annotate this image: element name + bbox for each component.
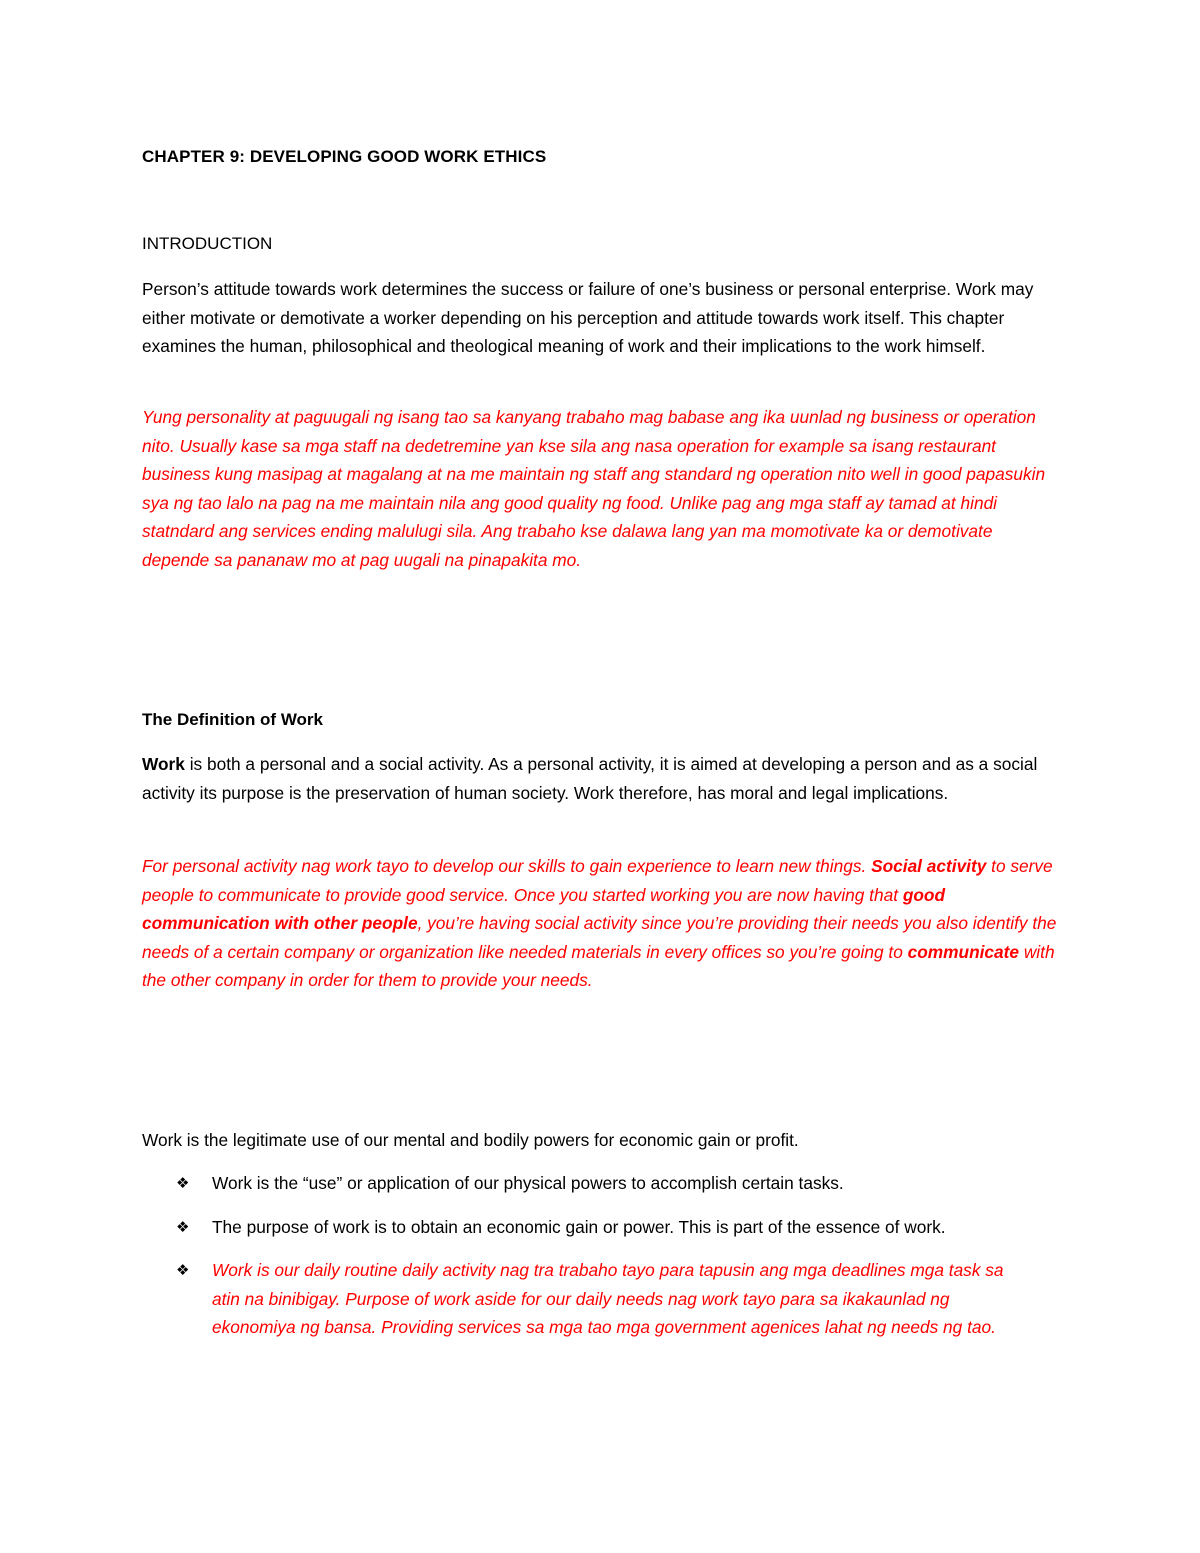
list-item-text: Work is the “use” or application of our physical powers to accomplish certain tasks. bbox=[212, 1173, 844, 1193]
definition-annotation bbox=[142, 852, 1062, 995]
list-item bbox=[142, 1256, 1062, 1342]
annotation-text: with the other company in order for them to provide your needs. bbox=[142, 941, 1055, 991]
annotation-emphasis: good communication with other people bbox=[142, 884, 946, 934]
definition-paragraph-text: is both a personal and a social activity. As a personal activity, it is aimed at developing a person and as a social activity its purpose is the preservation of human society. Work therefore, has moral and legal implications. bbox=[142, 754, 1038, 803]
definition-heading: The Definition of Work bbox=[142, 710, 324, 729]
definition-lead-word: Work bbox=[142, 754, 185, 774]
annotation-text: For personal activity nag work tayo to develop our skills to gain experience to learn new things. bbox=[142, 856, 872, 876]
introduction-annotation: Yung personality at paguugali ng isang tao sa kanyang trabaho mag babase ang ika uunlad ng business or operation nito. Usually kase sa mga staff na dedetremine yan kse sila ang nasa operation for example sa isang restaurant business kung masipag at magalang at na me maintain ng staff ang standard ng operation nito well in good papasukin sya ng tao lalo na pag na me maintain nila ang good quality ng food. Unlike pag ang mga staff ay tamad at hindi statndard ang services ending malulugi sila. Ang trabaho kse dalawa lang yan ma momotivate ka or demotivate depende sa pananaw mo at pag uugali na pinapakita mo. bbox=[142, 407, 1046, 570]
annotation-emphasis: Social activity bbox=[871, 856, 987, 876]
list-item-annotation: Work is our daily routine daily activity nag tra trabaho tayo para tapusin ang mga deadlines mga task sa atin na binibigay. Purpose of work aside for our daily needs nag work tayo para sa ikakaunlad ng ekonomiya ng bansa. Providing services sa mga tao mga government agenices lahat ng needs ng tao. bbox=[212, 1260, 1004, 1338]
annotation-text: to serve people to communicate to provide good service. Once you started working you are now having that bbox=[142, 856, 1053, 905]
chapter-title: CHAPTER 9: DEVELOPING GOOD WORK ETHICS bbox=[142, 147, 547, 166]
introduction-paragraph: Person’s attitude towards work determines the success or failure of one’s business or personal enterprise. Work may either motivate or demotivate a worker depending on his perception and attitude towards work itself. This chapter examines the human, philosophical and theological meaning of work and their implications to the work himself. bbox=[142, 279, 1034, 357]
definition-paragraph bbox=[142, 750, 1062, 807]
bullet-list bbox=[142, 1169, 1062, 1357]
diamond-bullet-icon: ❖ bbox=[176, 1217, 190, 1236]
annotation-text: , you’re having social activity since you’re providing their needs you also identify the needs of a certain company or organization like needed materials in every offices so you’re going to bbox=[142, 913, 1057, 962]
list-item bbox=[142, 1213, 1062, 1242]
annotation-emphasis: communicate bbox=[907, 941, 1020, 962]
list-item-text: The purpose of work is to obtain an economic gain or power. This is part of the essence of work. bbox=[212, 1216, 946, 1237]
list-item bbox=[142, 1169, 1062, 1198]
diamond-bullet-icon: ❖ bbox=[176, 1174, 190, 1192]
introduction-heading: INTRODUCTION bbox=[142, 234, 273, 253]
legitimate-use-paragraph: Work is the legitimate use of our mental and bodily powers for economic gain or profit. bbox=[142, 1130, 799, 1150]
diamond-bullet-icon: ❖ bbox=[176, 1261, 190, 1280]
